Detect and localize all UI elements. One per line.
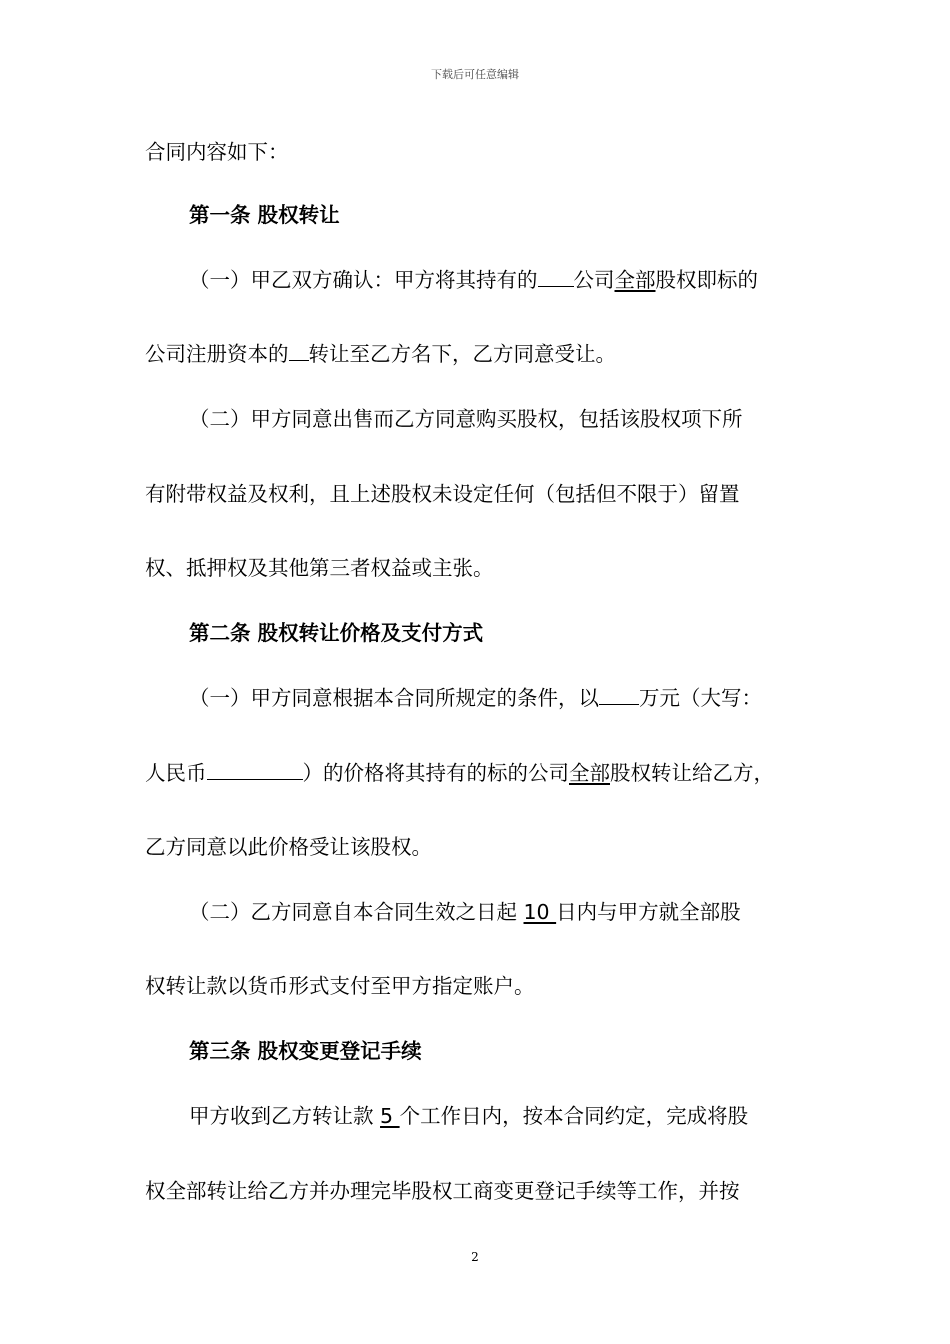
article-3-para-1-line-2: 权全部转让给乙方并办理完毕股权工商变更登记手续等工作，并按: [145, 1179, 740, 1203]
article-2-para-1-line-3: 乙方同意以此价格受让该股权。: [145, 835, 432, 859]
fill-in-blank: [538, 268, 574, 287]
fill-in-blank: [207, 761, 303, 780]
text-segment: （一）甲乙双方确认：甲方将其持有的: [189, 268, 538, 292]
text-segment: （二）乙方同意自本合同生效之日起: [189, 900, 524, 924]
fill-in-blank: [599, 686, 639, 705]
text-segment: 日内与甲方就全部股: [556, 900, 741, 924]
text-segment: 股权即标的: [655, 268, 758, 292]
article-1-para-2-line-1: （二）甲方同意出售而乙方同意购买股权，包括该股权项下所: [189, 407, 743, 431]
article-2-para-2-line-1: [189, 899, 741, 925]
article-3-para-1-line-1: [189, 1103, 748, 1129]
article-2-para-1-line-2: [145, 760, 774, 786]
underlined-text: 全部: [614, 268, 656, 292]
article-1-title: 第一条 股权转让: [189, 203, 340, 227]
article-1-para-2-line-2: 有附带权益及权利，且上述股权未设定任何（包括但不限于）留置: [145, 482, 740, 506]
article-2-para-2-line-2: 权转让款以货币形式支付至甲方指定账户。: [145, 974, 535, 998]
intro-text: 合同内容如下：: [145, 140, 289, 164]
header-note: 下载后可任意编辑: [431, 68, 519, 81]
text-segment: 万元（大写：: [639, 686, 762, 710]
article-1-para-1-line-1: [189, 267, 758, 293]
text-segment: 公司: [573, 268, 615, 292]
underlined-text: 全部: [569, 761, 610, 785]
page-number: 2: [471, 1250, 479, 1264]
text-segment: 股权转让给乙方，: [610, 761, 774, 785]
text-segment: 人民币: [145, 761, 207, 785]
text-segment: 甲方收到乙方转让款: [189, 1104, 381, 1128]
text-segment: 转让至乙方名下，乙方同意受让。: [308, 342, 616, 366]
article-1-para-2-line-3: 权、抵押权及其他第三者权益或主张。: [145, 556, 494, 580]
text-segment: ）的价格将其持有的标的公司: [302, 761, 569, 785]
fill-in-blank: [289, 342, 309, 361]
underlined-days: 5: [380, 1104, 400, 1128]
text-segment: 公司注册资本的: [145, 342, 289, 366]
text-segment: 个工作日内，按本合同约定，完成将股: [399, 1104, 749, 1128]
article-2-title: 第二条 股权转让价格及支付方式: [189, 621, 484, 645]
article-1-para-1-line-2: [145, 341, 616, 367]
article-2-para-1-line-1: [189, 685, 762, 711]
text-segment: （一）甲方同意根据本合同所规定的条件，以: [189, 686, 599, 710]
underlined-days: 10: [523, 900, 557, 924]
article-3-title: 第三条 股权变更登记手续: [189, 1039, 422, 1063]
